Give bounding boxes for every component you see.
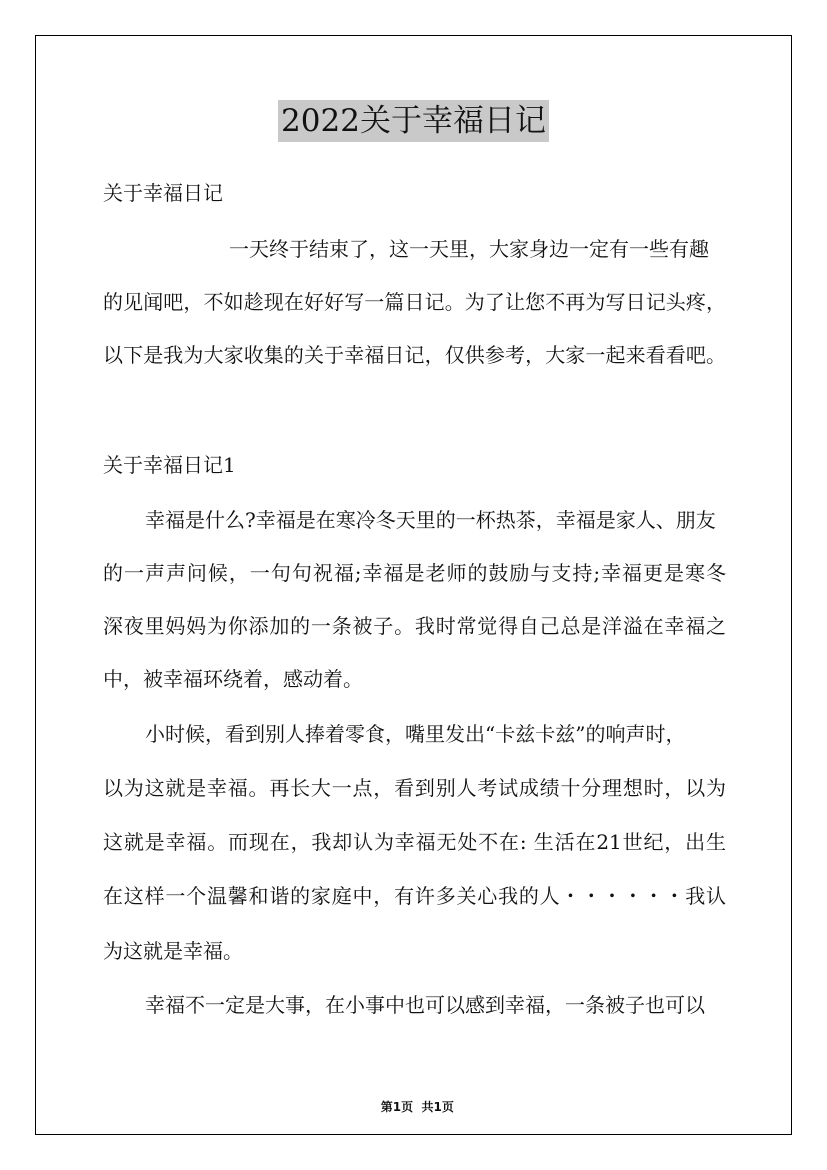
paragraph-line: 以下是我为大家收集的关于幸福日记，仅供参考，大家一起来看看吧。 [103,343,726,367]
paragraph-line: 的见闻吧，不如趁现在好好写一篇日记。为了让您不再为写日记头疼， [103,290,726,314]
document-title: 2022关于幸福日记 [278,100,549,142]
page-footer [0,1084,827,1115]
paragraph-line: 一天终于结束了，这一天里，大家身边一定有一些有趣 [229,237,709,261]
paragraph-line: 的一声声问候，一句句祝福;幸福是老师的鼓励与支持;幸福更是寒冬 [103,561,726,585]
paragraph-line: 小时候，看到别人捧着零食，嘴里发出“卡兹卡兹”的响声时， [145,722,686,746]
paragraph-line: 为这就是幸福。 [103,939,243,963]
paragraph-line: 幸福是什么?幸福是在寒冷冬天里的一杯热茶，幸福是家人、朋友 [145,508,716,532]
section-heading: 关于幸福日记1 [103,453,236,477]
paragraph-line: 以为这就是幸福。再长大一点，看到别人考试成绩十分理想时，以为 [103,776,726,800]
paragraph-line: 深夜里妈妈为你添加的一条被子。我时常觉得自己总是洋溢在幸福之 [103,614,726,638]
section-heading: 关于幸福日记 [103,181,223,205]
paragraph-line: 这就是幸福。而现在，我却认为幸福无处不在: 生活在21世纪，出生 [103,830,726,854]
paragraph-line: 在这样一个温馨和谐的家庭中，有许多关心我的人・・・・・・我认 [103,884,726,908]
page-number: 第1页 共1页 [380,1100,454,1114]
paragraph-line: 中，被幸福环绕着，感动着。 [103,667,363,691]
paragraph-line: 幸福不一定是大事，在小事中也可以感到幸福，一条被子也可以 [145,993,705,1017]
title-wrapper [0,100,827,142]
